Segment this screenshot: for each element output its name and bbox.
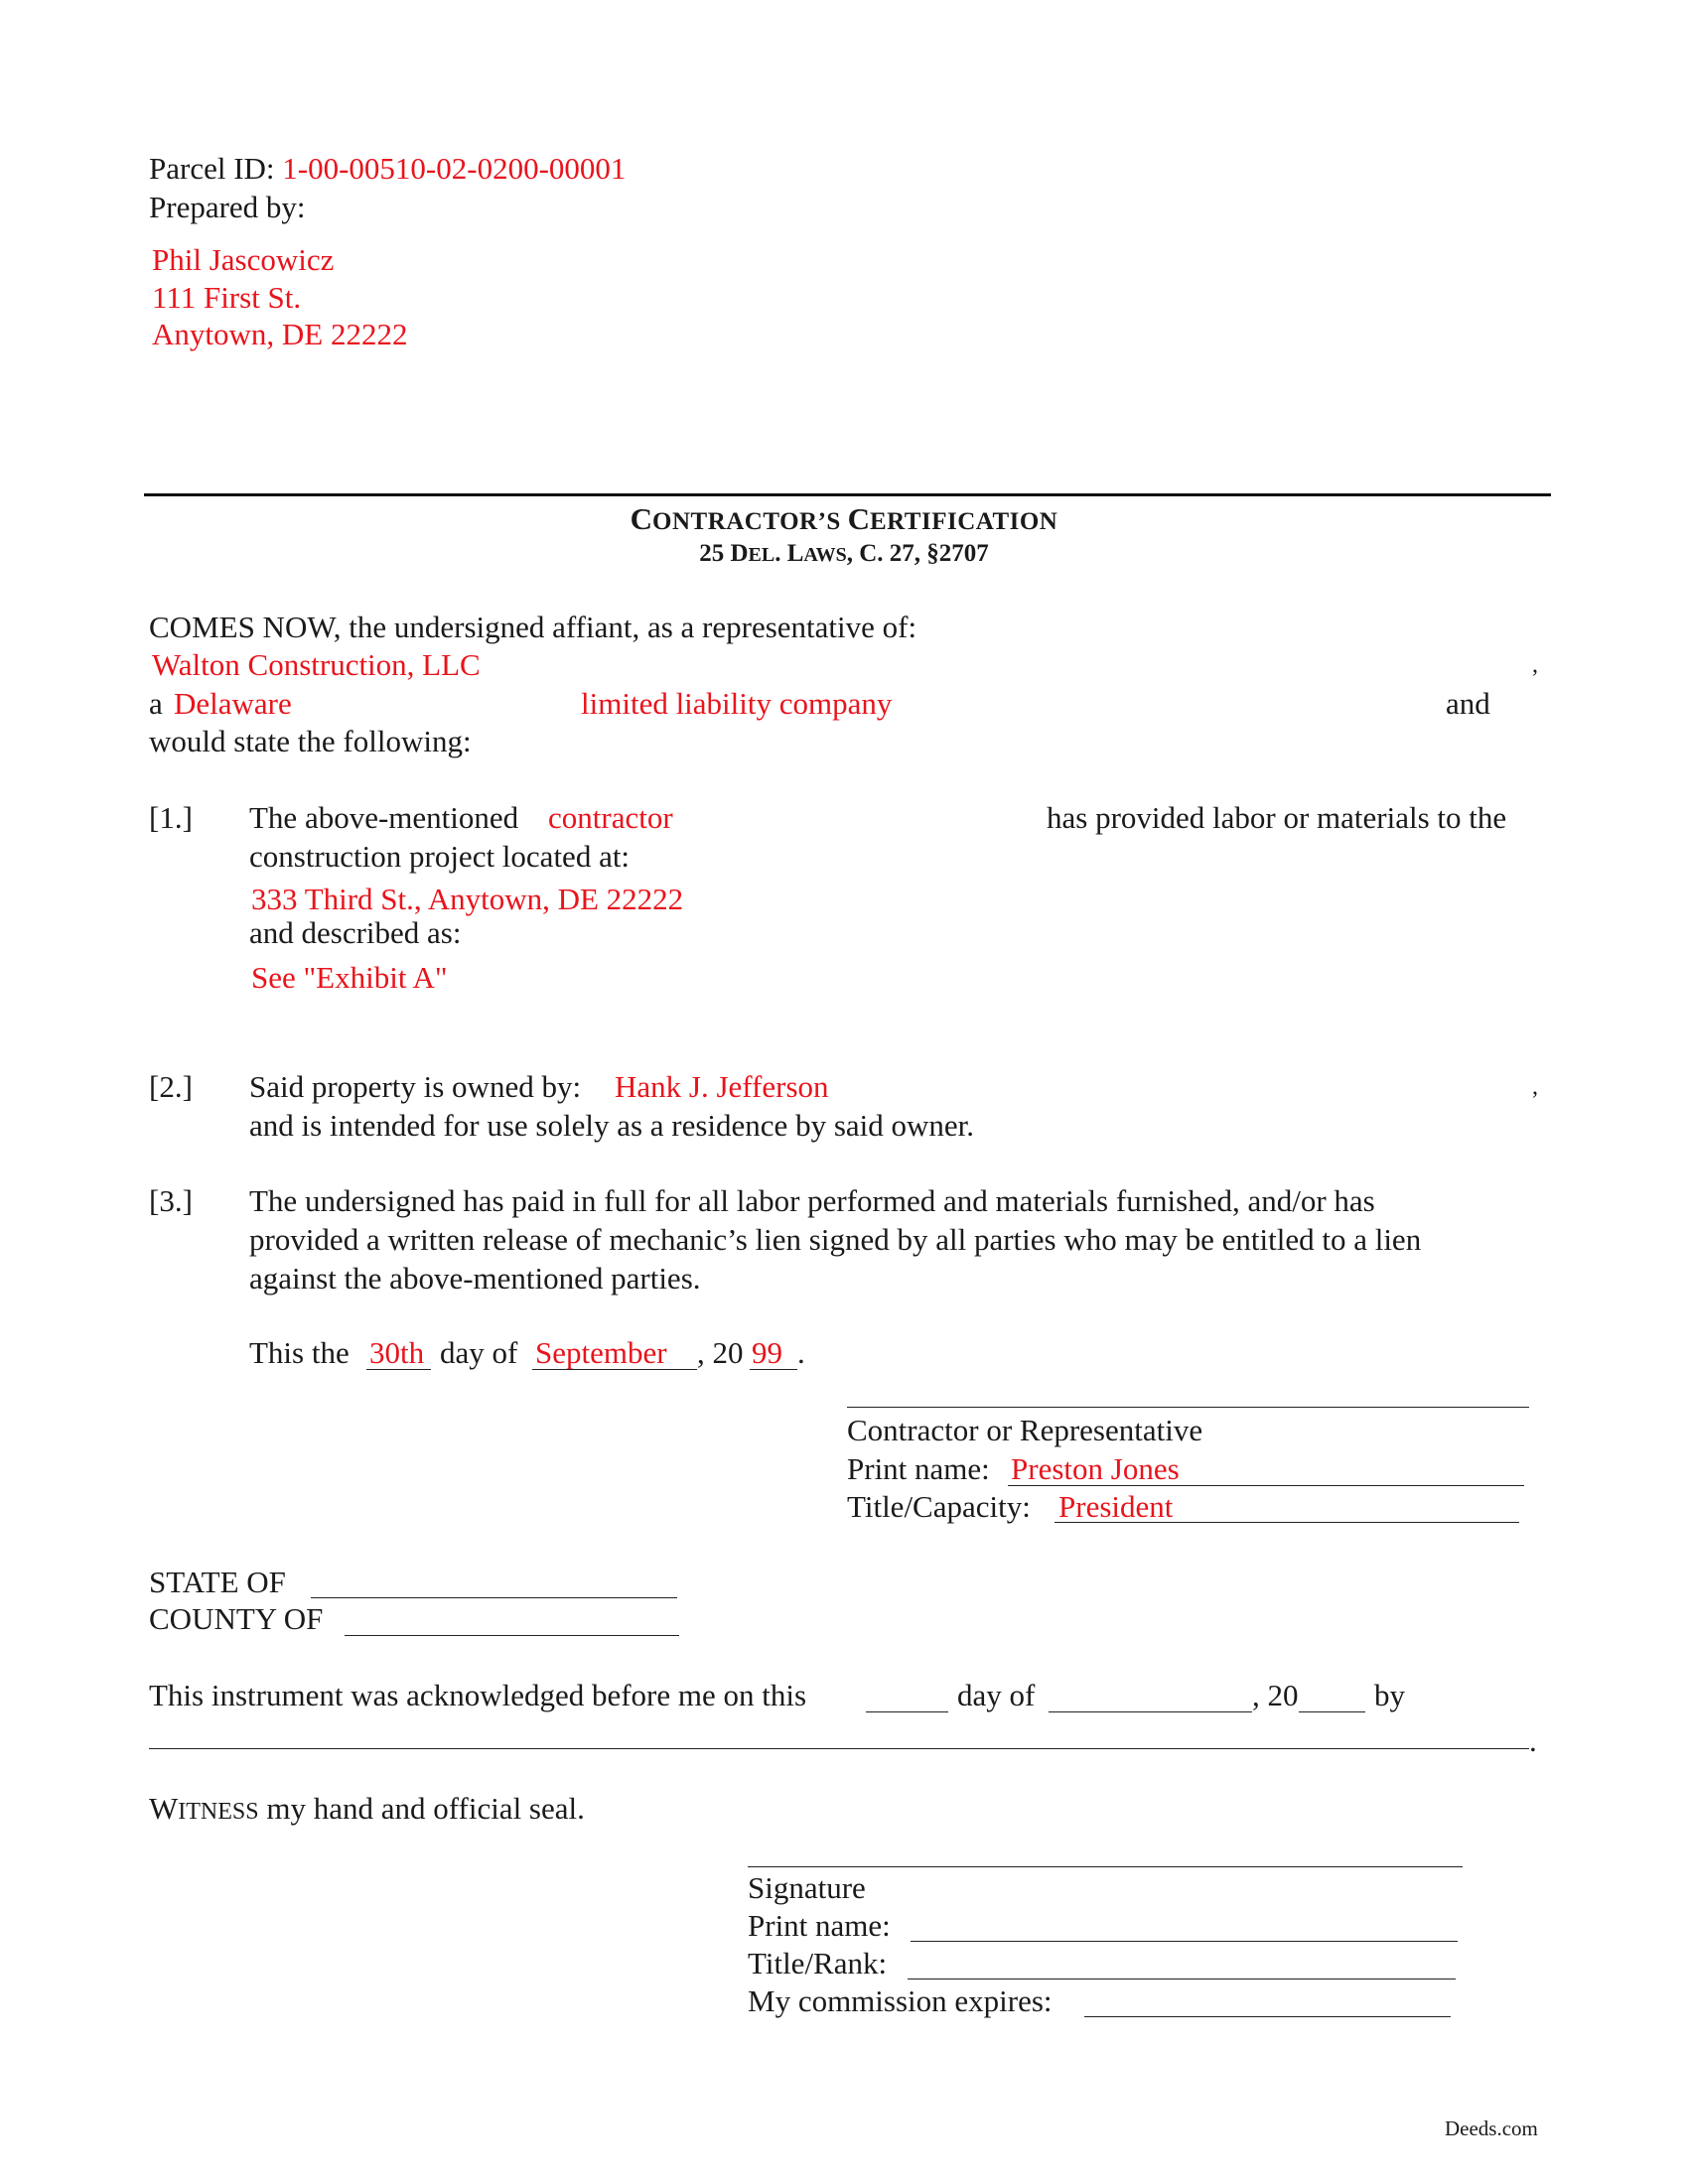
item3-number: [3.] [149,1183,193,1218]
item1-role: contractor [548,800,673,835]
item1-text-a: The above-mentioned [249,800,519,835]
intro-and: and [1446,686,1490,721]
company-state: Delaware [174,686,292,721]
ack-month-line [1049,1711,1252,1712]
ack-text-b: day of [957,1678,1036,1712]
date-day-underline [366,1369,431,1370]
witness-text: WITNESS my hand and official seal. [149,1791,585,1826]
contractor-title-value: President [1058,1489,1174,1524]
ack-text-c: , 20 [1252,1678,1299,1712]
exhibit-reference: See "Exhibit A" [251,960,448,995]
parcel-label: Parcel ID: [149,151,275,186]
notary-print-label: Print name: [748,1908,891,1943]
notary-title-label: Title/Rank: [748,1946,888,1980]
footer-brand: Deeds.com [1445,2116,1538,2140]
date-year-underline [750,1369,797,1370]
county-of-label: COUNTY OF [149,1601,324,1636]
item1-number: [1.] [149,800,193,835]
item3-line2: provided a written release of mechanic’s lien signed by all parties who may be entitled to a lien [249,1222,1422,1257]
date-month-underline [532,1369,697,1370]
contractor-title-label: Title/Capacity: [847,1489,1031,1524]
preparer-name: Phil Jascowicz [152,242,335,277]
prepared-by-label: Prepared by: [149,190,306,224]
ack-year-line [1299,1711,1365,1712]
ack-period: . [1529,1723,1537,1758]
item3-line1: The undersigned has paid in full for all labor performed and materials furnished, and/or has [249,1183,1375,1218]
parcel-id: 1-00-00510-02-0200-00001 [282,151,627,186]
company-name: Walton Construction, LLC [152,647,481,682]
date-this-the: This the [249,1335,350,1370]
contractor-print-name: Preston Jones [1011,1451,1180,1486]
contractor-print-underline [1008,1485,1524,1486]
would-state-text: would state the following: [149,724,472,758]
parcel-line [149,153,626,184]
contractor-print-label: Print name: [847,1451,990,1486]
ack-day-line [866,1711,948,1712]
preparer-city: Anytown, DE 22222 [152,317,408,351]
state-of-line [311,1597,677,1598]
item1-described: and described as: [249,915,462,950]
notary-print-line [911,1941,1458,1942]
document-title: CONTRACTOR’S CERTIFICATION [630,501,1058,536]
notary-signature-line [748,1866,1463,1867]
owner-comma: , [1532,1074,1538,1100]
comes-now-text: COMES NOW, the undersigned affiant, as a representative of: [149,610,917,644]
notary-signature-label: Signature [748,1870,866,1905]
notary-commission-label: My commission expires: [748,1983,1053,2018]
item1-text-b: has provided labor or materials to the [1047,800,1507,835]
intro-a: a [149,686,163,721]
contractor-title-underline [1055,1522,1519,1523]
project-address: 333 Third St., Anytown, DE 22222 [251,882,684,916]
notary-commission-line [1084,2016,1451,2017]
title-rule [144,493,1551,496]
item3-line3: against the above-mentioned parties. [249,1261,701,1296]
ack-text-d: by [1374,1678,1405,1712]
date-period: . [797,1335,805,1370]
item2-number: [2.] [149,1069,193,1104]
company-comma: , [1532,652,1538,678]
county-of-line [345,1635,679,1636]
state-of-label: STATE OF [149,1565,286,1599]
ack-by-line [149,1748,1529,1749]
date-day: 30th [369,1335,425,1370]
preparer-street: 111 First St. [152,280,302,315]
contractor-signature-line [847,1407,1529,1408]
owner-name: Hank J. Jefferson [615,1069,829,1104]
statute-citation: 25 DEL. LAWS, C. 27, §2707 [699,540,989,567]
item2-residence: and is intended for use solely as a residence by said owner. [249,1108,975,1143]
contractor-sig-label: Contractor or Representative [847,1413,1203,1447]
date-day-of: day of [440,1335,518,1370]
item2-owned-by: Said property is owned by: [249,1069,582,1104]
date-month: September [535,1335,667,1370]
date-comma-20: , 20 [697,1335,744,1370]
ack-text-a: This instrument was acknowledged before me on this [149,1678,807,1712]
date-year: 99 [752,1335,782,1370]
item1-text-c: construction project located at: [249,839,631,874]
entity-type: limited liability company [581,686,893,721]
